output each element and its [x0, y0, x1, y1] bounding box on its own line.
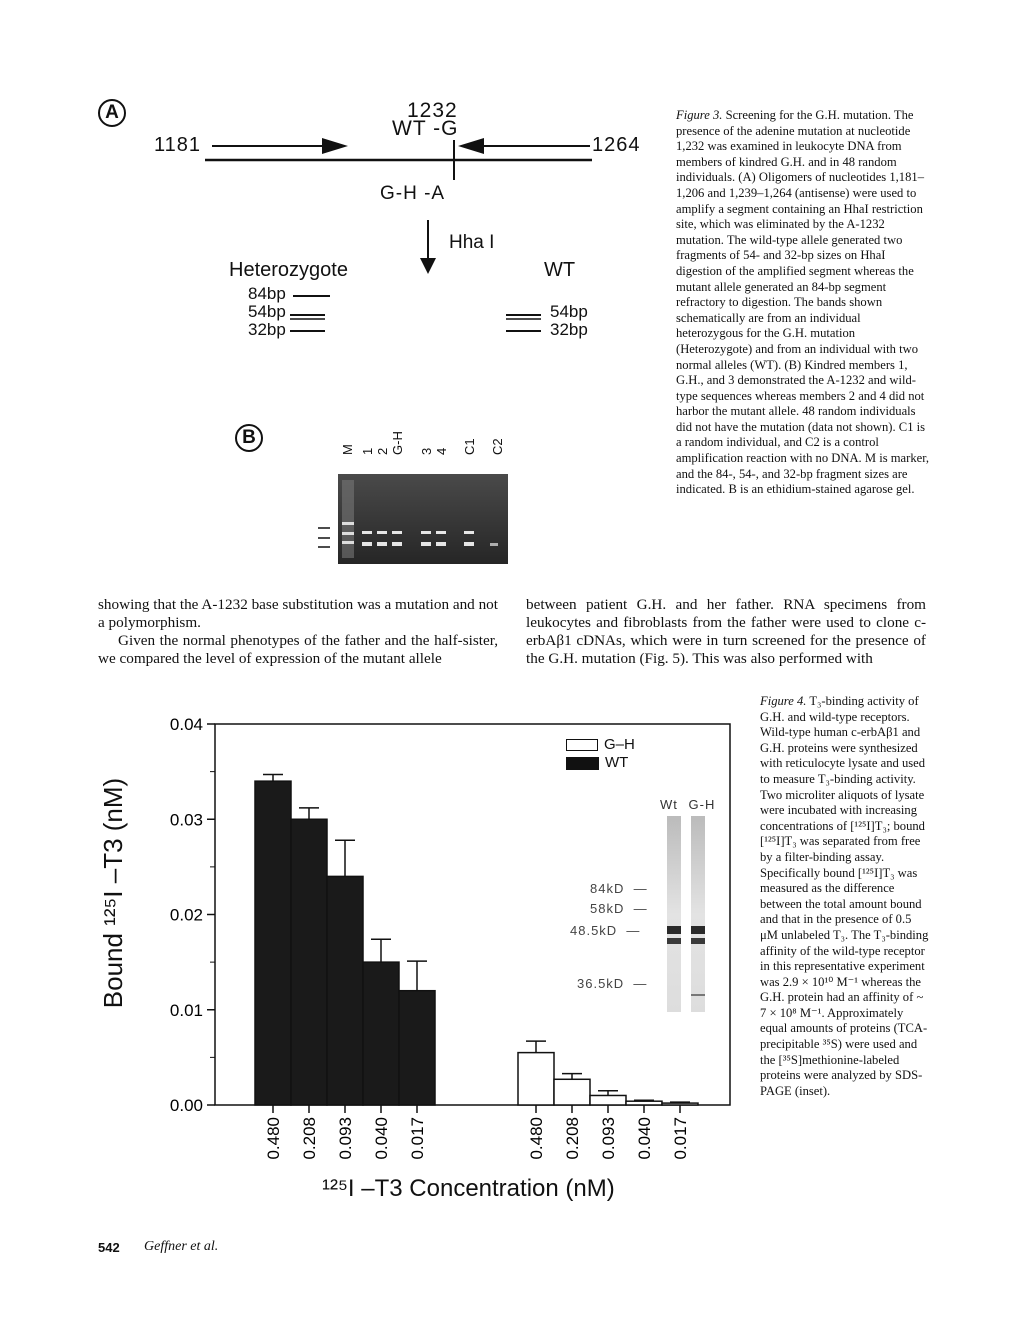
het-band-label-54: 54bp: [248, 302, 286, 321]
legend-label-wt: WT: [605, 754, 629, 771]
x-tick-label: 0.480: [264, 1117, 283, 1160]
y-tick-label: 0.01: [169, 1000, 203, 1020]
lane-label-gh: G-H: [390, 431, 405, 455]
bar-wt-0.480: [255, 781, 291, 1105]
inset-lane-labels: [660, 797, 715, 812]
body-left-para2: Given the normal phenotypes of the father and the half-sister, we compared the level of expression of the mutant allele: [98, 632, 498, 667]
x-tick-label: 0.093: [599, 1117, 618, 1160]
het-band-label-84: 84bp: [248, 284, 286, 303]
position-1232: 1232: [407, 99, 458, 122]
y-tick-label: 0.02: [169, 905, 203, 925]
het-band-label-32: 32bp: [248, 320, 286, 339]
x-tick-label: 0.040: [635, 1117, 654, 1160]
inset-lane-gh: G-H: [688, 797, 716, 812]
lane-label-m: M: [340, 444, 355, 455]
chart-legend: [566, 736, 635, 772]
figure3-caption-title: Figure 3.: [676, 108, 723, 122]
x-tick-label: 0.208: [563, 1117, 582, 1160]
wt-title: WT: [544, 259, 576, 281]
figure4-caption: [760, 694, 932, 1099]
panel-b-label: B: [235, 424, 263, 452]
gel-lane-labels: [338, 425, 508, 470]
body-left-para1: showing that the A-1232 base substitution was a mutation and not a polymorphism.: [98, 596, 498, 631]
forward-primer-arrowhead-icon: [322, 138, 348, 154]
legend-item-wt: [566, 754, 635, 772]
legend-swatch-gh: [566, 739, 598, 751]
lane-label-c1: C1: [462, 438, 477, 455]
lane-label-4: 4: [434, 447, 449, 455]
heterozygote-title: Heterozygote: [229, 259, 348, 281]
wt-g-label: WT -G: [392, 117, 459, 140]
legend-label-gh: G–H: [604, 736, 635, 753]
position-1264: 1264: [592, 134, 641, 156]
running-head: Geffner et al.: [144, 1239, 219, 1254]
bar-wt-0.040: [363, 962, 399, 1105]
body-right-para: between patient G.H. and her father. RNA specimens from leukocytes and fibroblasts from the father were used to clone c-erbAβ1 cDNAs, which were in turn screened for the presence of the G.H. mutation (Fig. 5). This was also performed with: [526, 596, 926, 667]
bar-gh-0.480: [518, 1053, 554, 1105]
wt-band-labels: [550, 303, 588, 339]
wt-band-label-32: 32bp: [550, 320, 588, 339]
reverse-primer-arrowhead-icon: [458, 138, 484, 154]
wt-band-label-54: 54bp: [550, 302, 588, 321]
figure3-caption-text: Screening for the G.H. mutation. The presence of the adenine mutation at nucleotide 1,232 was examined in leukocyte DNA from members of kindred G.H. and in 48 random individuals. (A) Oligomers of nucleotides 1,181–1,206 and 1,239–1,264 (antisense) were used to amplify a segment containing an HhaI restriction site, which was eliminated by the A-1232 mutation. The wild-type allele generated two fragments of 54- and 32-bp sizes on HhaI digestion of the amplified segment whereas the mutant allele generated an 84-bp segment refractory to digestion. The bands shown schematically are from an individual heterozygous for the G.H. mutation (Heterozygote) and from an individual with two normal alleles (WT). (B) Kindred members 1, G.H., and 3 demonstrated the A-1232 and wild-type sequences whereas members 2 and 4 did not harbor the mutant allele. 48 random individuals did not have the mutation (data not shown). C1 is a random individual, and C2 is a control amplification reaction with no DNA. M is marker, and the 84-, 54-, and 32-bp fragment sizes are indicated. B is an ethidium-stained agarose gel.: [676, 108, 930, 497]
y-tick-label: 0.00: [169, 1096, 203, 1115]
figure3-caption: [676, 108, 930, 498]
inset-marker-58: 58kD —: [590, 901, 648, 916]
gh-a-label: G-H -A: [380, 183, 446, 204]
enzyme-label: Hha I: [449, 232, 495, 253]
body-left-column: [98, 596, 498, 668]
position-1181: 1181: [154, 134, 202, 156]
bar-wt-0.017: [399, 991, 435, 1105]
x-axis-title: ¹²⁵I –T3 Concentration (nM): [322, 1175, 615, 1202]
het-band-labels: [248, 285, 286, 339]
x-tick-label: 0.208: [300, 1117, 319, 1160]
y-tick-label: 0.04: [169, 715, 203, 734]
body-right-column: [526, 596, 926, 668]
figure4-chart: [90, 700, 750, 1220]
digest-arrowhead-icon: [420, 258, 436, 274]
lane-label-1: 1: [360, 447, 375, 455]
y-tick-label: 0.03: [169, 810, 203, 830]
y-axis: [170, 715, 215, 1115]
inset-marker-48: 48.5kD —: [570, 923, 641, 938]
x-tick-label: 0.017: [671, 1117, 690, 1160]
lane-label-3: 3: [419, 447, 434, 455]
page-number: 542: [98, 1240, 120, 1255]
lane-label-2: 2: [375, 447, 390, 455]
figure4-caption-title: Figure 4.: [760, 694, 807, 708]
inset-lane-wt: Wt: [660, 797, 678, 812]
inset-marker-84: 84kD —: [590, 881, 648, 896]
y-axis-title: Bound ¹²⁵I –T3 (nM): [98, 777, 128, 1009]
bar-gh-0.017: [662, 1103, 698, 1105]
inset-gel-image: [660, 814, 720, 1016]
panel-a-label: A: [98, 99, 126, 127]
bar-gh-0.208: [554, 1079, 590, 1105]
x-tick-label: 0.040: [372, 1117, 391, 1160]
x-tick-label: 0.480: [527, 1117, 546, 1160]
x-tick-labels: [264, 1105, 690, 1160]
agarose-gel-image: [300, 470, 520, 570]
legend-item-gh: [566, 736, 635, 754]
x-tick-label: 0.093: [336, 1117, 355, 1160]
legend-swatch-wt: [566, 757, 599, 770]
bar-gh-0.093: [590, 1095, 626, 1105]
bar-gh-0.040: [626, 1101, 662, 1105]
bar-wt-0.093: [327, 876, 363, 1105]
x-tick-label: 0.017: [408, 1117, 427, 1160]
bars-layer: [255, 774, 698, 1105]
bar-wt-0.208: [291, 819, 327, 1105]
lane-label-c2: C2: [490, 438, 505, 455]
figure4-caption-text: T₃-binding activity of G.H. and wild-type receptors. Wild-type human c-erbAβ1 and G.H. proteins were synthesized with reticulocyte lysate and used to measure T₃-binding activity. Two microliter aliquots of lysate were incubated with increasing concentrations of [¹²⁵I]T₃; bound [¹²⁵I]T₃ was separated from free by a filter-binding assay. Specifically bound [¹²⁵I]T₃ was measured as the difference between the total amount bound and that in the presence of 0.5 μM unlabeled T₃. The T₃-binding affinity of the wild-type receptor in this representative experiment was 2.9 × 10¹⁰ M⁻¹ whereas the G.H. protein had an affinity of ~ 7 × 10⁸ M⁻¹. Approximately equal amounts of proteins (TCA-precipitable ³⁵S) were used and the [³⁵S]methionine-labeled proteins were analyzed by SDS-PAGE (inset).: [760, 694, 929, 1098]
inset-marker-36: 36.5kD —: [577, 976, 648, 991]
